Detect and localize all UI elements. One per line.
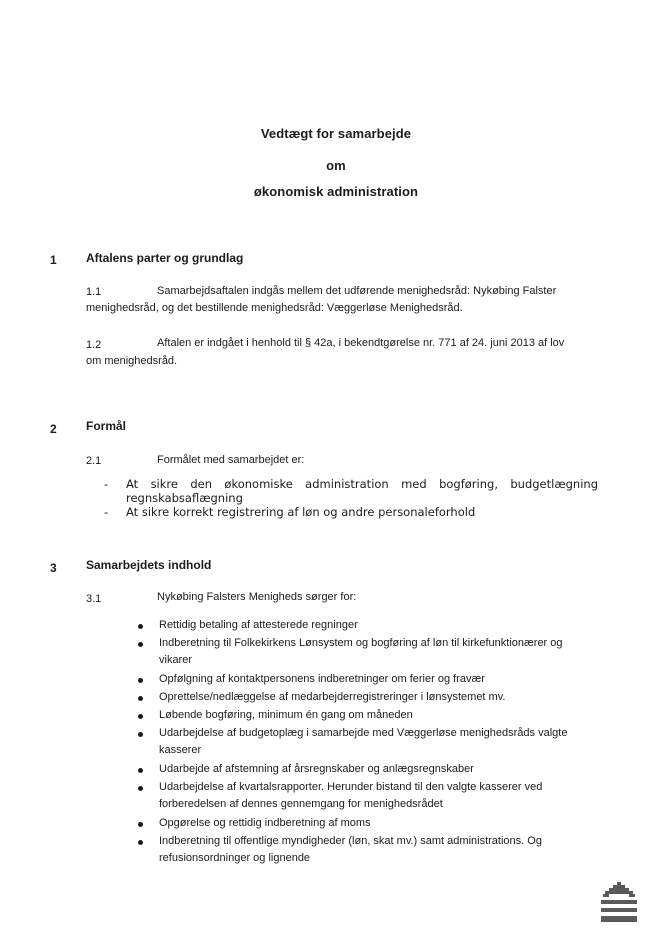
section-number: 3: [50, 561, 57, 575]
paragraph-text-line: Formålet med samarbejdet er:: [157, 454, 305, 466]
bullet-dot: [138, 786, 143, 791]
bullet-dot: [138, 840, 143, 845]
section-number: 1: [50, 253, 57, 267]
bullet-text-line: Udarbejdelse af budgetoplæg i samarbejde med Væggerløse menighedsråds valgte: [159, 727, 568, 739]
dash-list-item: [104, 505, 598, 521]
paragraph-number: 1.2: [86, 339, 102, 351]
bullet-dot: [138, 624, 143, 629]
bullet-item: [138, 635, 588, 669]
paragraph-text-line: Nykøbing Falsters Menigheds sørger for:: [157, 591, 357, 603]
paragraph-number: 3.1: [86, 593, 102, 605]
bullet-item: [138, 779, 588, 813]
bullet-dot: [138, 732, 143, 737]
bullet-dot: [138, 642, 143, 647]
paragraph-text-line: menighedsråd, og det bestillende menighedsråd: Væggerløse Menighedsråd.: [86, 302, 463, 314]
bullet-text-line: vikarer: [159, 654, 193, 666]
bullet-item: [138, 815, 588, 832]
paragraph-text-line: Samarbejdsaftalen indgås mellem det udførende menighedsråd: Nykøbing Falster: [157, 285, 557, 297]
section-number: 2: [50, 422, 57, 436]
bullet-item: [138, 707, 588, 724]
bullet-item: [138, 617, 588, 634]
bullet-dot: [138, 714, 143, 719]
bullet-text-line: Løbende bogføring, minimum én gang om måneden: [159, 709, 413, 721]
dash-item-text-line: regnskabsaflægning: [126, 491, 243, 505]
bullet-text-line: Indberetning til offentlige myndigheder (løn, skat mv.) samt administrations. Og: [159, 835, 542, 847]
bullet-text-line: Udarbejdelse af kvartalsrapporter. Herunder bistand til den valgte kasserer ved: [159, 781, 543, 793]
bullet-item: [138, 761, 588, 778]
document-title-line-3: økonomisk administration: [253, 184, 419, 199]
bullet-text-line: Opfølgning af kontaktpersonens indberetninger om ferier og fravær: [159, 673, 485, 685]
bullet-item: [138, 671, 588, 688]
bullet-dot: [138, 678, 143, 683]
bullet-text-line: Oprettelse/nedlæggelse af medarbejderregistreringer i lønsystemet mv.: [159, 691, 506, 703]
dash-marker: -: [104, 505, 109, 519]
bullet-text-line: Opgørelse og rettidig indberetning af moms: [159, 817, 371, 829]
dash-marker: -: [104, 477, 109, 491]
bullet-item: [138, 689, 588, 706]
dash-list-item: [104, 477, 598, 507]
document-title-line-2: om: [326, 158, 346, 173]
dash-item-text-line: At sikre den økonomiske administration med bogføring, budgetlægning: [126, 477, 598, 491]
bullet-dot: [138, 696, 143, 701]
bullet-text-line: refusionsordninger og lignende: [159, 852, 311, 864]
document-title-line-1: Vedtægt for samarbejde: [260, 126, 412, 141]
bullet-text-line: Udarbejde af afstemning af årsregnskaber og anlægsregnskaber: [159, 763, 474, 775]
bullet-text-line: kasserer: [159, 744, 202, 756]
dash-item-text-line: At sikre korrekt registrering af løn og andre personaleforhold: [126, 505, 476, 519]
bullet-dot: [138, 822, 143, 827]
bullet-text-line: Indberetning til Folkekirkens Lønsystem og bogføring af løn til kirkefunktionærer og: [159, 637, 563, 649]
paragraph-text-line: Aftalen er indgået i henhold til § 42a, i bekendtgørelse nr. 771 af 24. juni 2013 af lov: [157, 337, 565, 349]
section-title: Formål: [86, 419, 127, 433]
bullet-text-line: Rettidig betaling af attesterede regninger: [159, 619, 358, 631]
section-title: Samarbejdets indhold: [86, 558, 212, 572]
section-title: Aftalens parter og grundlag: [86, 251, 244, 265]
bullet-item: [138, 725, 588, 759]
church-logo-icon: [599, 880, 639, 926]
bullet-item: [138, 833, 588, 867]
paragraph-number: 2.1: [86, 455, 102, 467]
paragraph-number: 1.1: [86, 286, 102, 298]
paragraph-text-line: om menighedsråd.: [86, 355, 178, 367]
bullet-dot: [138, 768, 143, 773]
bullet-text-line: forberedelsen af dennes gennemgang for menighedsrådet: [159, 798, 443, 810]
